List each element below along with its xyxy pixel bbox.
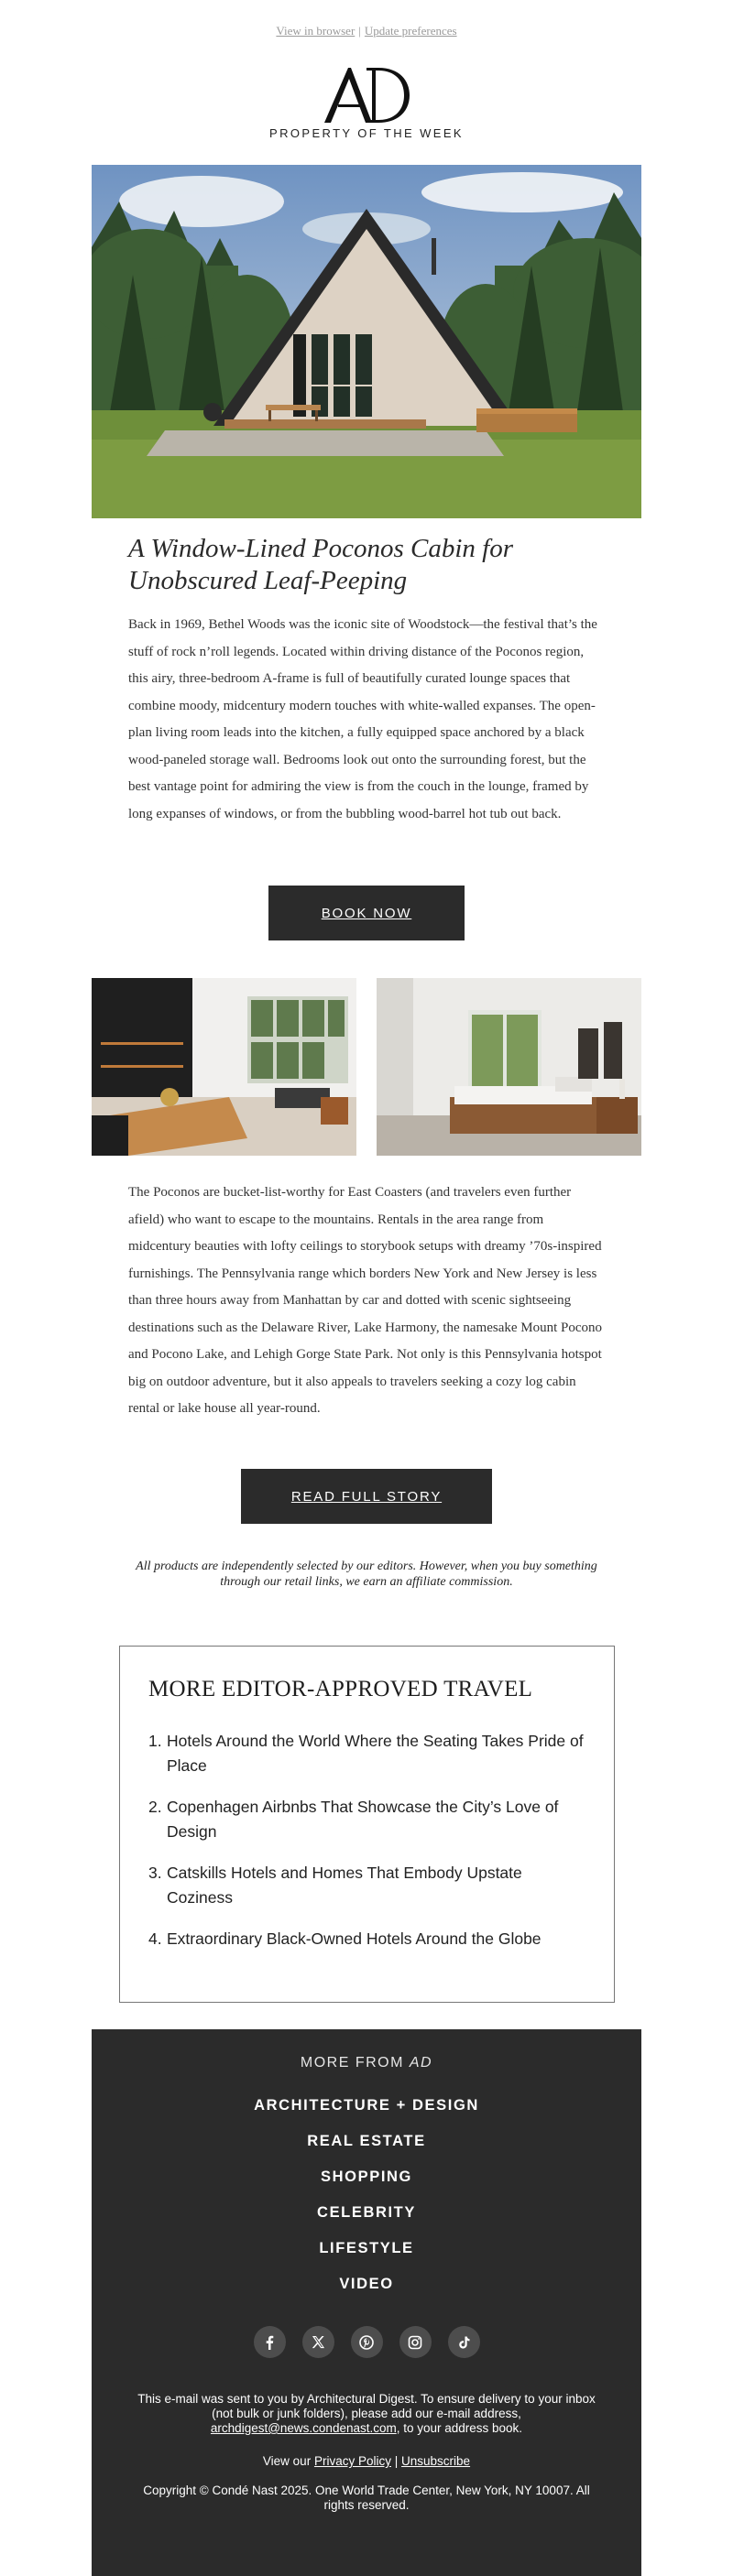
- footer-nav-real-estate[interactable]: REAL ESTATE: [307, 2133, 426, 2149]
- social-icons: [92, 2326, 641, 2358]
- footer-nav-video[interactable]: VIDEO: [339, 2276, 394, 2292]
- list-item-number: 1.: [148, 1732, 162, 1750]
- footer-nav-celebrity[interactable]: CELEBRITY: [317, 2204, 416, 2221]
- bedroom-photo[interactable]: [377, 978, 641, 1156]
- delivery-notice: [137, 2392, 596, 2436]
- x-icon[interactable]: [302, 2326, 334, 2358]
- view-our-text: View our: [262, 2454, 312, 2468]
- headline-line-1: A Window-Lined Poconos Cabin for: [128, 534, 513, 563]
- more-travel-title: MORE EDITOR-APPROVED TRAVEL: [148, 1677, 533, 1701]
- footer: [92, 2029, 641, 2576]
- view-in-browser-link[interactable]: View in browser: [276, 24, 356, 38]
- unsubscribe-link[interactable]: Unsubscribe: [401, 2454, 471, 2468]
- privacy-policy-link[interactable]: Privacy Policy: [313, 2454, 391, 2468]
- ad-logo-mark: [321, 66, 412, 125]
- delivery-notice-text: This e-mail was sent to you by Architectural Digest. To ensure delivery to your inbox (not bulk or junk folders), please add our e-mail address,: [137, 2392, 596, 2420]
- pinterest-icon[interactable]: [351, 2326, 383, 2358]
- top-links-separator: |: [358, 24, 361, 38]
- footer-nav-lifestyle[interactable]: LIFESTYLE: [319, 2240, 414, 2256]
- list-item[interactable]: [148, 1729, 588, 1778]
- footer-heading-prefix: MORE FROM: [300, 2055, 404, 2071]
- article-paragraph-1: Back in 1969, Bethel Woods was the iconic site of Woodstock—the festival that’s the stuff of rock n’roll legends. Located within driving distance of the Poconos region, this airy, three-bedroom A-frame is full of beautifully curated lounge spaces that combine moody, midcentury modern touches with white-walled expanses. The open-plan living room leads into the kitchen, a fully equipped space anchored by a black wood-paneled storage wall. Bedrooms look out onto the surrounding forest, but the best vantage point for admiring the view is from the couch in the lounge, framed by long expanses of windows, or from the bubbling wood-barrel hot tub out back.: [128, 617, 597, 821]
- article-paragraph-2: The Poconos are bucket-list-worthy for East Coasters (and travelers even further afield) who want to escape to the mountains. Rentals in the area range from midcentury beauties with lofty ceilings to storybook setups with dreamy ’70s-inspired furnishings. The Pennsylvania range which borders New York and New Jersey is less than three hours away from Manhattan by car and dotted with scenic sightseeing destinations such as the Delaware River, Lake Harmony, the namesake Mount Pocono and Pocono Lake, and Lehigh Gorge State Park. Not only is this Pennsylvania hotspot big on outdoor adventure, but it also appeals to travelers seeking a cozy log cabin rental or lake house all year-round.: [128, 1185, 603, 1416]
- hero-image[interactable]: [92, 165, 641, 518]
- list-item-link[interactable]: Hotels Around the World Where the Seating Takes Pride of Place: [167, 1732, 584, 1775]
- footer-heading: [92, 2055, 641, 2071]
- list-item[interactable]: [148, 1861, 588, 1910]
- update-preferences-link[interactable]: Update preferences: [364, 24, 457, 38]
- instagram-icon[interactable]: [399, 2326, 432, 2358]
- list-item-link[interactable]: Copenhagen Airbnbs That Showcase the City’s Love of Design: [167, 1798, 559, 1841]
- list-item[interactable]: [148, 1927, 588, 1951]
- list-item-number: 3.: [148, 1864, 162, 1882]
- footer-nav-architecture-design[interactable]: ARCHITECTURE + DESIGN: [254, 2097, 479, 2114]
- email-address-link[interactable]: archdigest@news.condenast.com: [210, 2421, 397, 2435]
- list-item-link[interactable]: Catskills Hotels and Homes That Embody Upstate Coziness: [167, 1864, 522, 1907]
- footer-nav: [92, 2097, 641, 2311]
- more-travel-list: [148, 1729, 588, 1968]
- headline-line-2: Unobscured Leaf-Peeping: [128, 566, 408, 595]
- living-room-photo[interactable]: [92, 978, 356, 1156]
- book-now-button[interactable]: BOOK NOW: [268, 886, 465, 940]
- ad-logo[interactable]: [321, 66, 412, 125]
- top-links: [0, 24, 733, 38]
- tiktok-icon[interactable]: [448, 2326, 480, 2358]
- list-item-number: 2.: [148, 1798, 162, 1816]
- copyright: Copyright © Condé Nast 2025. One World Trade Center, New York, NY 10007. All rights reserved.: [143, 2484, 590, 2512]
- footer-nav-shopping[interactable]: SHOPPING: [321, 2168, 412, 2185]
- tagline: PROPERTY OF THE WEEK: [269, 126, 464, 140]
- list-item-number: 4.: [148, 1929, 162, 1948]
- affiliate-disclaimer: All products are independently selected by our editors. However, when you buy something through our retail links, we earn an affiliate commission.: [136, 1560, 597, 1589]
- policy-links: [137, 2454, 596, 2469]
- more-travel-box: [119, 1646, 615, 2003]
- read-full-story-button[interactable]: READ FULL STORY: [241, 1469, 492, 1524]
- footer-heading-brand: AD: [409, 2055, 433, 2071]
- list-item[interactable]: [148, 1795, 588, 1844]
- list-item-link[interactable]: Extraordinary Black-Owned Hotels Around the Globe: [167, 1929, 542, 1948]
- policy-separator: |: [394, 2454, 399, 2468]
- facebook-icon[interactable]: [254, 2326, 286, 2358]
- delivery-notice-end: , to your address book.: [396, 2421, 523, 2435]
- article-headline[interactable]: [128, 533, 605, 597]
